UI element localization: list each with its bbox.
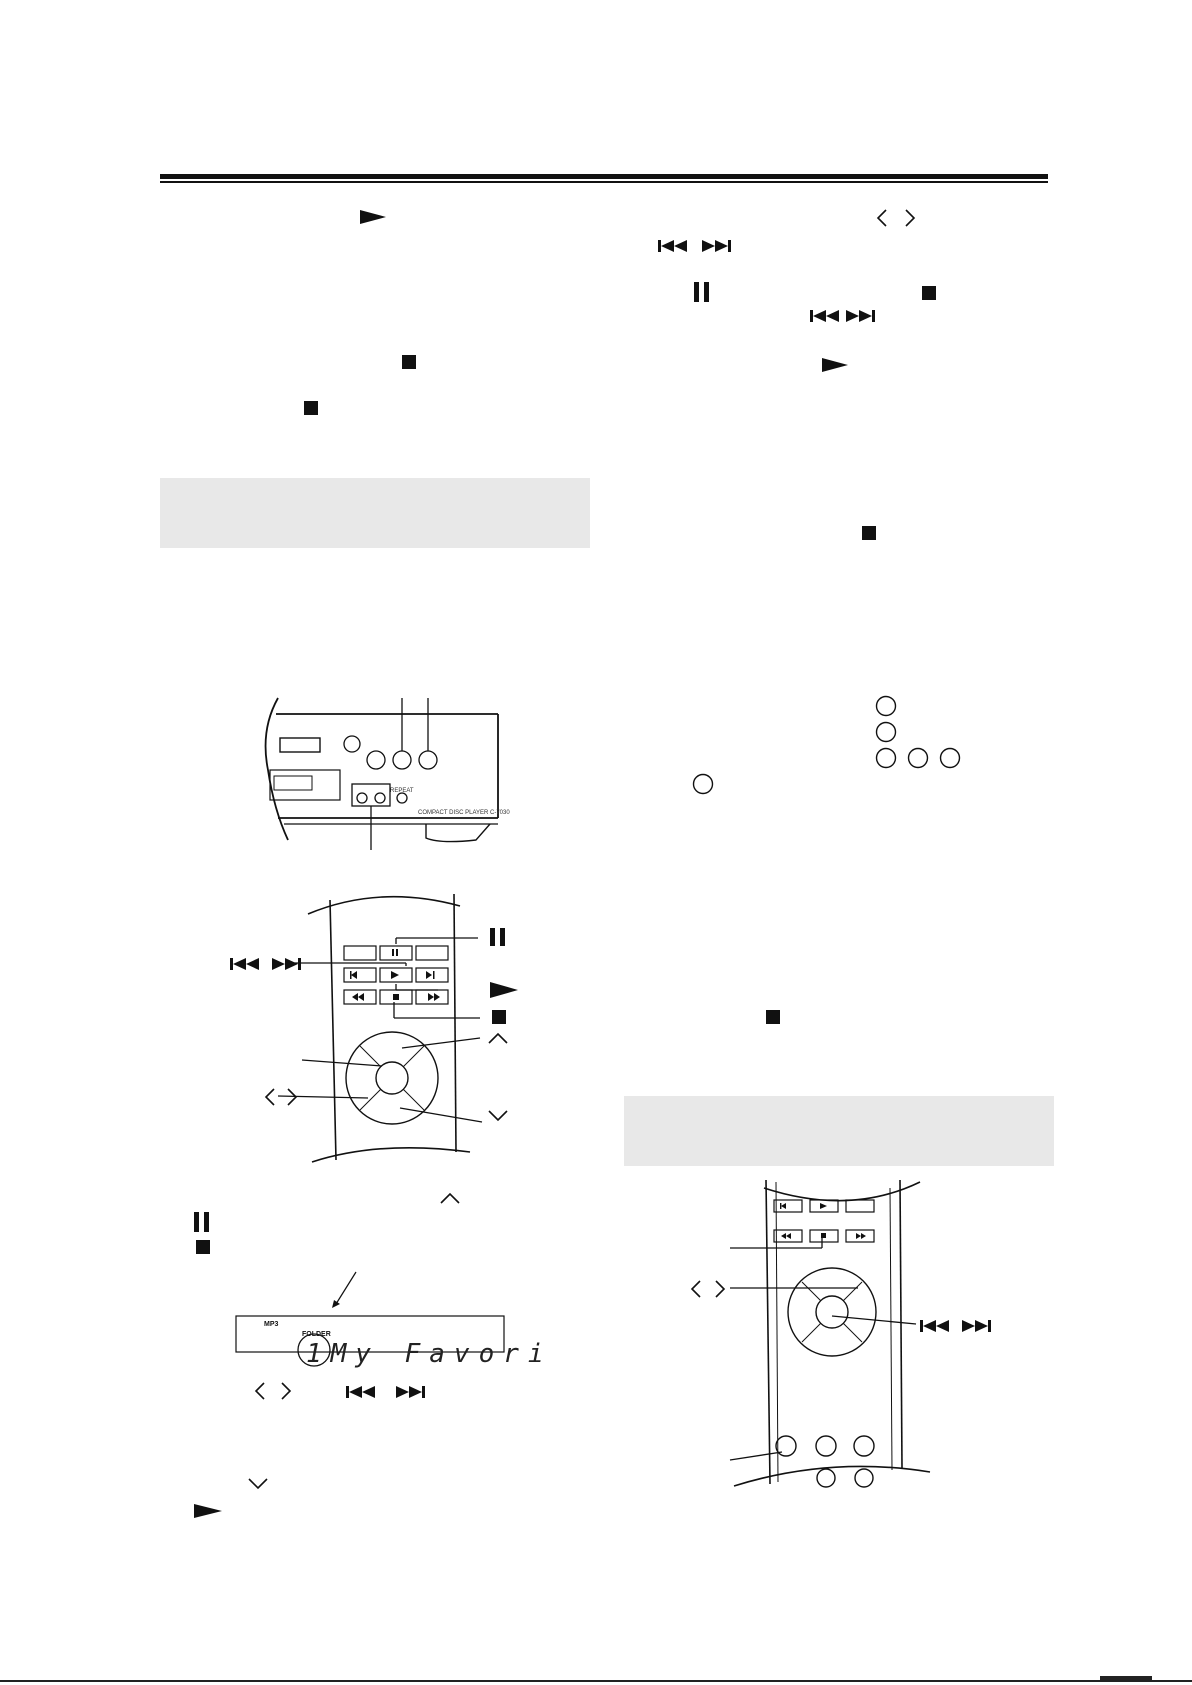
stop-icon xyxy=(922,286,936,300)
previous-track-icon xyxy=(658,240,688,252)
front-panel-repeat-label: REPEAT xyxy=(390,788,414,794)
next-track-icon xyxy=(702,240,732,252)
play-icon xyxy=(822,358,848,372)
stop-icon xyxy=(196,1240,210,1254)
number-button-icon xyxy=(877,749,896,768)
chevron-right-icon xyxy=(286,1088,298,1106)
front-panel-illustration xyxy=(240,690,510,850)
lcd-indicator-mp3: MP3 xyxy=(264,1321,279,1328)
pause-icon xyxy=(490,928,506,946)
front-panel-model-label: COMPACT DISC PLAYER C-7030 xyxy=(418,810,510,816)
chevron-down-icon xyxy=(488,1110,508,1122)
chevron-down-icon xyxy=(248,1478,268,1490)
stop-icon xyxy=(492,1010,506,1024)
header-rule-thin xyxy=(160,181,1048,183)
lcd-display-text: 1My Favori xyxy=(306,1339,553,1369)
pause-icon xyxy=(694,282,710,302)
stop-icon xyxy=(862,526,876,540)
chevron-left-icon xyxy=(264,1088,276,1106)
remote-illustration-right xyxy=(690,1176,990,1496)
chevron-left-icon xyxy=(254,1382,266,1400)
play-icon xyxy=(194,1504,222,1518)
chevron-up-icon xyxy=(440,1192,460,1204)
number-button-icon xyxy=(692,773,714,795)
chevron-left-icon xyxy=(876,209,888,227)
chevron-up-icon xyxy=(488,1032,508,1044)
lcd-indicator-folder: FOLDER xyxy=(302,1331,331,1338)
remote-illustration-left xyxy=(230,890,530,1175)
previous-track-icon xyxy=(230,958,260,970)
chevron-right-icon xyxy=(280,1382,292,1400)
previous-track-icon xyxy=(920,1320,950,1332)
stop-icon xyxy=(402,355,416,369)
chevron-right-icon xyxy=(714,1280,726,1298)
page-bottom-tab xyxy=(1100,1676,1152,1682)
next-track-icon xyxy=(962,1320,992,1332)
chevron-right-icon xyxy=(904,209,916,227)
page-bottom-rule xyxy=(0,1680,1192,1682)
number-button-group xyxy=(876,696,976,796)
play-icon xyxy=(490,982,518,998)
section-heading-panel-left xyxy=(160,478,590,548)
chevron-left-icon xyxy=(690,1280,702,1298)
stop-icon xyxy=(304,401,318,415)
next-track-icon xyxy=(272,958,302,970)
next-track-icon xyxy=(396,1386,426,1398)
pause-icon xyxy=(194,1212,210,1232)
number-button-icon xyxy=(941,749,960,768)
previous-track-icon xyxy=(810,310,840,322)
stop-icon xyxy=(766,1010,780,1024)
next-track-icon xyxy=(846,310,876,322)
lcd-display-illustration xyxy=(236,1272,553,1369)
number-button-icon xyxy=(877,723,896,742)
header-rule-thick xyxy=(160,174,1048,179)
number-button-icon xyxy=(909,749,928,768)
section-heading-panel-right xyxy=(624,1096,1054,1166)
play-icon xyxy=(360,210,386,224)
number-button-icon xyxy=(877,697,896,716)
previous-track-icon xyxy=(346,1386,376,1398)
